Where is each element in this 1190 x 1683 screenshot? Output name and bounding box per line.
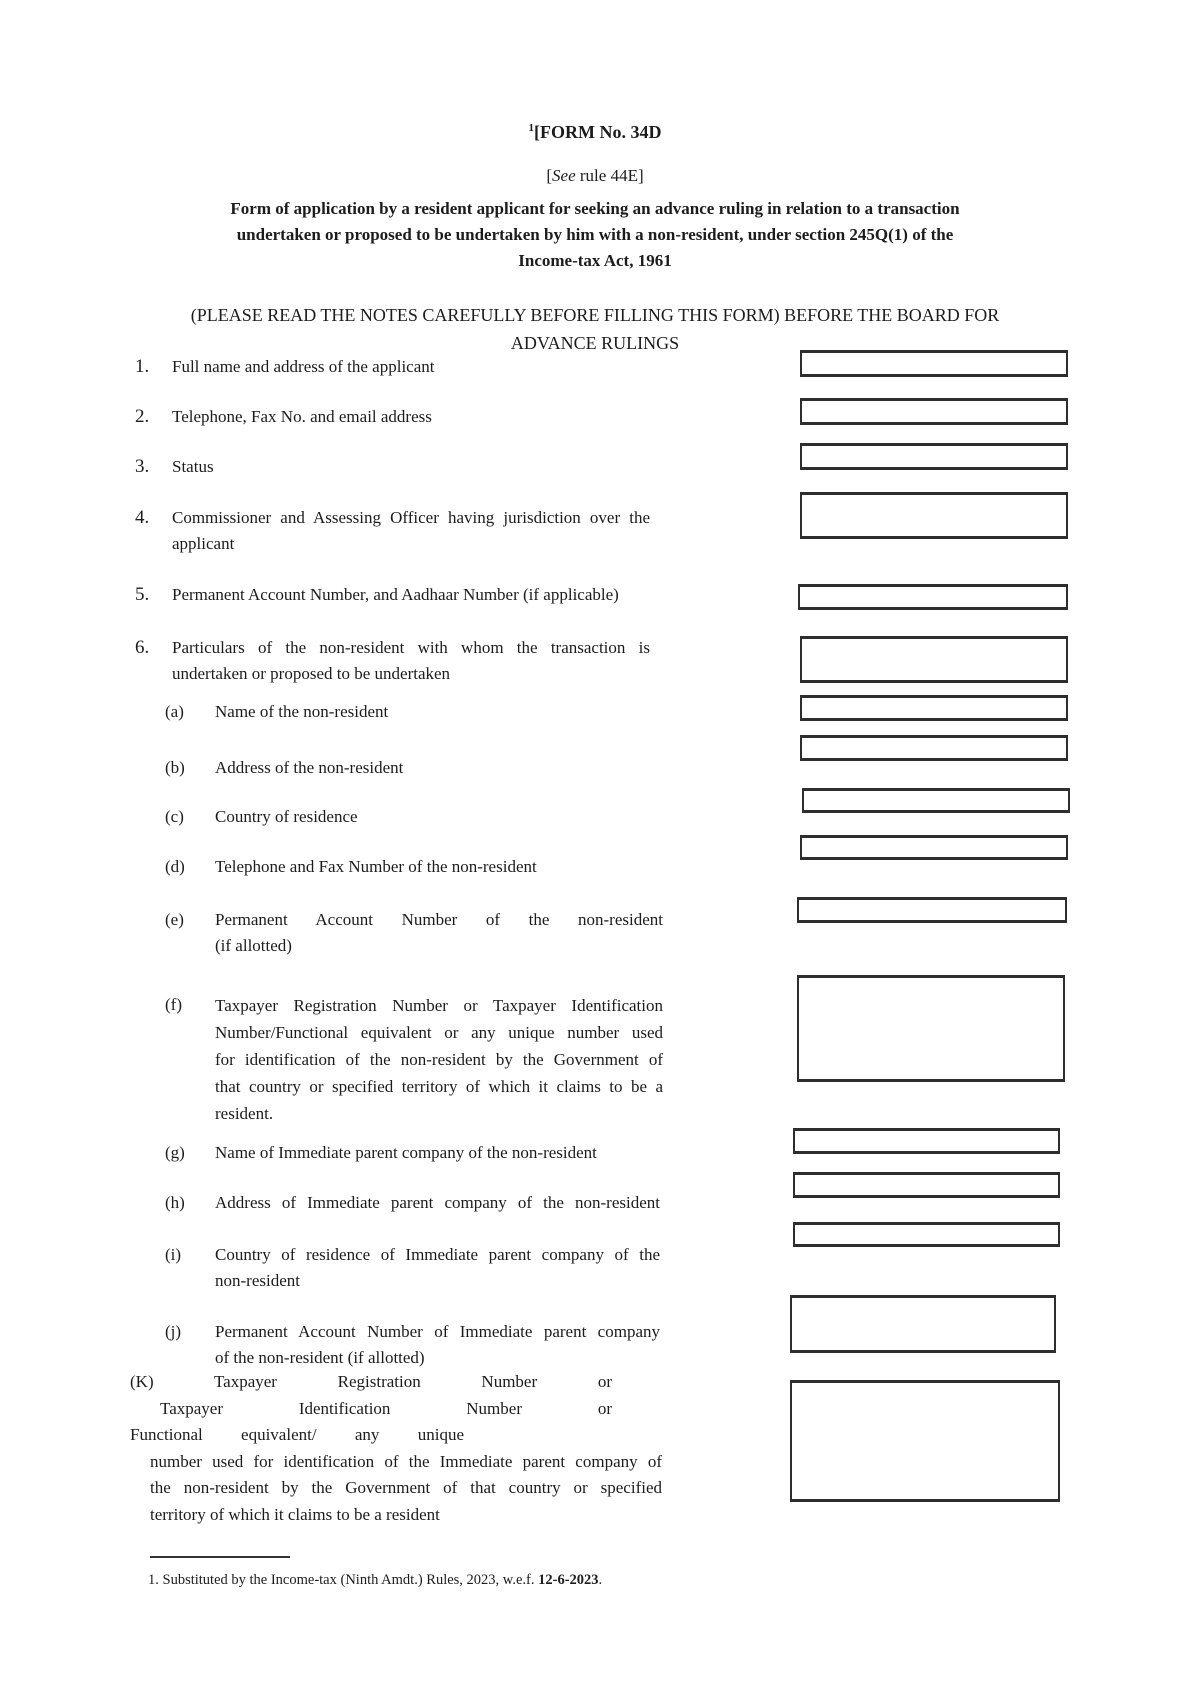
rule-text: rule 44E] — [575, 166, 644, 185]
item-h-line-1: Address of Immediate parent company of the non-resident — [215, 1193, 660, 1212]
input-box-item-f[interactable] — [797, 975, 1065, 1082]
item-1-line-1: Full name and address of the applicant — [172, 357, 435, 376]
item-1-number: 1. — [135, 356, 150, 377]
item-f-line-5: resident. — [215, 1104, 274, 1123]
input-box-item-b[interactable] — [800, 735, 1068, 761]
item-b-line-1: Address of the non-resident — [215, 758, 404, 777]
item-a-line-1: Name of the non-resident — [215, 702, 389, 721]
input-box-item-i[interactable] — [793, 1222, 1060, 1247]
item-a-number: (a) — [165, 702, 184, 721]
input-box-item-d[interactable] — [800, 835, 1068, 860]
notice-line-2: ADVANCE RULINGS — [510, 333, 680, 353]
item-h-label — [215, 1190, 660, 1216]
item-i-label — [215, 1242, 660, 1294]
input-box-item-c[interactable] — [802, 788, 1070, 813]
item-d-line-1: Telephone and Fax Number of the non-resident — [215, 857, 537, 876]
footnote-separator-rule — [150, 1556, 290, 1558]
form-description — [0, 196, 1190, 274]
item-g-number: (g) — [165, 1143, 185, 1162]
item-f-line-3: for identification of the non-resident by the Government of — [215, 1050, 663, 1069]
item-4-label — [172, 505, 650, 557]
input-box-item-k[interactable] — [790, 1380, 1060, 1502]
item-c-line-1: Country of residence — [215, 807, 358, 826]
item-5-label — [172, 582, 650, 608]
item-5-line-1: Permanent Account Number, and Aadhaar Number (if applicable) — [172, 585, 619, 604]
item-e-line-1: Permanent Account Number of the non-resident — [215, 910, 663, 929]
item-d-label — [215, 854, 663, 880]
item-c-number: (c) — [165, 807, 184, 826]
rule-open-bracket: [ — [546, 166, 553, 185]
item-3-number: 3. — [135, 456, 150, 477]
item-g-label — [215, 1140, 663, 1166]
footnote-text — [148, 1572, 602, 1589]
item-k-line-6: territory of which it claims to be a resident — [150, 1504, 440, 1524]
item-j-line-2: of the non-resident (if allotted) — [215, 1348, 425, 1367]
input-box-item-h[interactable] — [793, 1172, 1060, 1198]
item-i-line-2: non-resident — [215, 1271, 300, 1290]
input-box-item-1[interactable] — [800, 350, 1068, 377]
input-box-item-6[interactable] — [800, 636, 1068, 683]
item-5-number: 5. — [135, 584, 150, 605]
item-e-line-2: (if allotted) — [215, 936, 292, 955]
input-box-item-3[interactable] — [800, 443, 1068, 470]
rule-see-italic: See — [552, 166, 576, 185]
item-3-line-1: Status — [172, 457, 214, 476]
form-description-line-3: Income-tax Act, 1961 — [518, 251, 672, 270]
item-h-number: (h) — [165, 1193, 185, 1212]
item-k-line-2: Taxpayer Identification Number or — [160, 1398, 612, 1418]
item-c-label — [215, 804, 663, 830]
input-box-item-2[interactable] — [800, 398, 1068, 425]
item-k-paragraph — [130, 1369, 670, 1528]
input-box-item-j[interactable] — [790, 1295, 1056, 1353]
item-b-label — [215, 755, 663, 781]
item-g-line-1: Name of Immediate parent company of the non-resident — [215, 1143, 597, 1162]
notice-text — [0, 301, 1190, 357]
item-4-number: 4. — [135, 507, 150, 528]
input-box-item-4[interactable] — [800, 492, 1068, 539]
item-i-number: (i) — [165, 1245, 182, 1264]
input-box-item-5[interactable] — [798, 584, 1068, 610]
item-k-line-5: the non-resident by the Government of that country or specified — [150, 1478, 662, 1497]
item-e-number: (e) — [165, 910, 184, 929]
item-6-line-2: undertaken or proposed to be undertaken — [172, 664, 451, 683]
form-description-line-1: Form of application by a resident applicant for seeking an advance ruling in relation to a transaction — [230, 199, 960, 218]
rule-reference — [0, 166, 1190, 186]
footnote-pre-text: 1. Substituted by the Income-tax (Ninth Amdt.) Rules, 2023, w.e.f. — [148, 1572, 539, 1588]
item-4-line-2: applicant — [172, 534, 235, 553]
item-e-label — [215, 907, 663, 959]
item-k-line-4: number used for identification of the Immediate parent company of — [150, 1451, 662, 1471]
item-2-number: 2. — [135, 406, 150, 427]
item-b-number: (b) — [165, 758, 185, 777]
item-f-label — [215, 992, 663, 1127]
item-d-number: (d) — [165, 857, 185, 876]
item-k-line-1: (K) Taxpayer Registration Number or — [130, 1372, 612, 1391]
item-6-line-1: Particulars of the non-resident with whom the transaction is — [172, 638, 650, 657]
item-a-label — [215, 699, 663, 725]
item-j-number: (j) — [165, 1322, 182, 1341]
item-i-line-1: Country of residence of Immediate parent company of the — [215, 1245, 660, 1264]
item-k-line-3: Functional equivalent/ any unique — [130, 1425, 464, 1444]
input-box-item-e[interactable] — [797, 897, 1067, 923]
item-f-number: (f) — [165, 995, 182, 1014]
notice-line-1: (PLEASE READ THE NOTES CAREFULLY BEFORE FILLING THIS FORM) BEFORE THE BOARD FOR — [190, 305, 1000, 325]
item-j-line-1: Permanent Account Number of Immediate parent company — [215, 1322, 660, 1341]
form-number-title — [0, 122, 1190, 143]
item-1-label — [172, 354, 650, 380]
footnote-marker-sup: 1 — [528, 122, 534, 134]
item-2-label — [172, 404, 650, 430]
item-6-label — [172, 635, 650, 687]
item-2-line-1: Telephone, Fax No. and email address — [172, 407, 432, 426]
item-f-line-1: Taxpayer Registration Number or Taxpayer Identification — [215, 996, 663, 1015]
item-f-line-2: Number/Functional equivalent or any unique number used — [215, 1023, 663, 1042]
item-4-line-1: Commissioner and Assessing Officer having jurisdiction over the — [172, 508, 650, 527]
input-box-item-g[interactable] — [793, 1128, 1060, 1154]
item-f-line-4: that country or specified territory of which it claims to be a — [215, 1077, 663, 1096]
item-3-label — [172, 454, 650, 480]
footnote-period: . — [598, 1572, 603, 1588]
form-description-line-2: undertaken or proposed to be undertaken by him with a non-resident, under section 245Q(1) of the — [236, 225, 954, 244]
item-j-label — [215, 1319, 660, 1371]
input-box-item-a[interactable] — [800, 695, 1068, 721]
form-number-text: [FORM No. 34D — [534, 122, 662, 142]
footnote-date-bold: 12-6-2023 — [538, 1572, 599, 1588]
item-6-number: 6. — [135, 637, 150, 658]
